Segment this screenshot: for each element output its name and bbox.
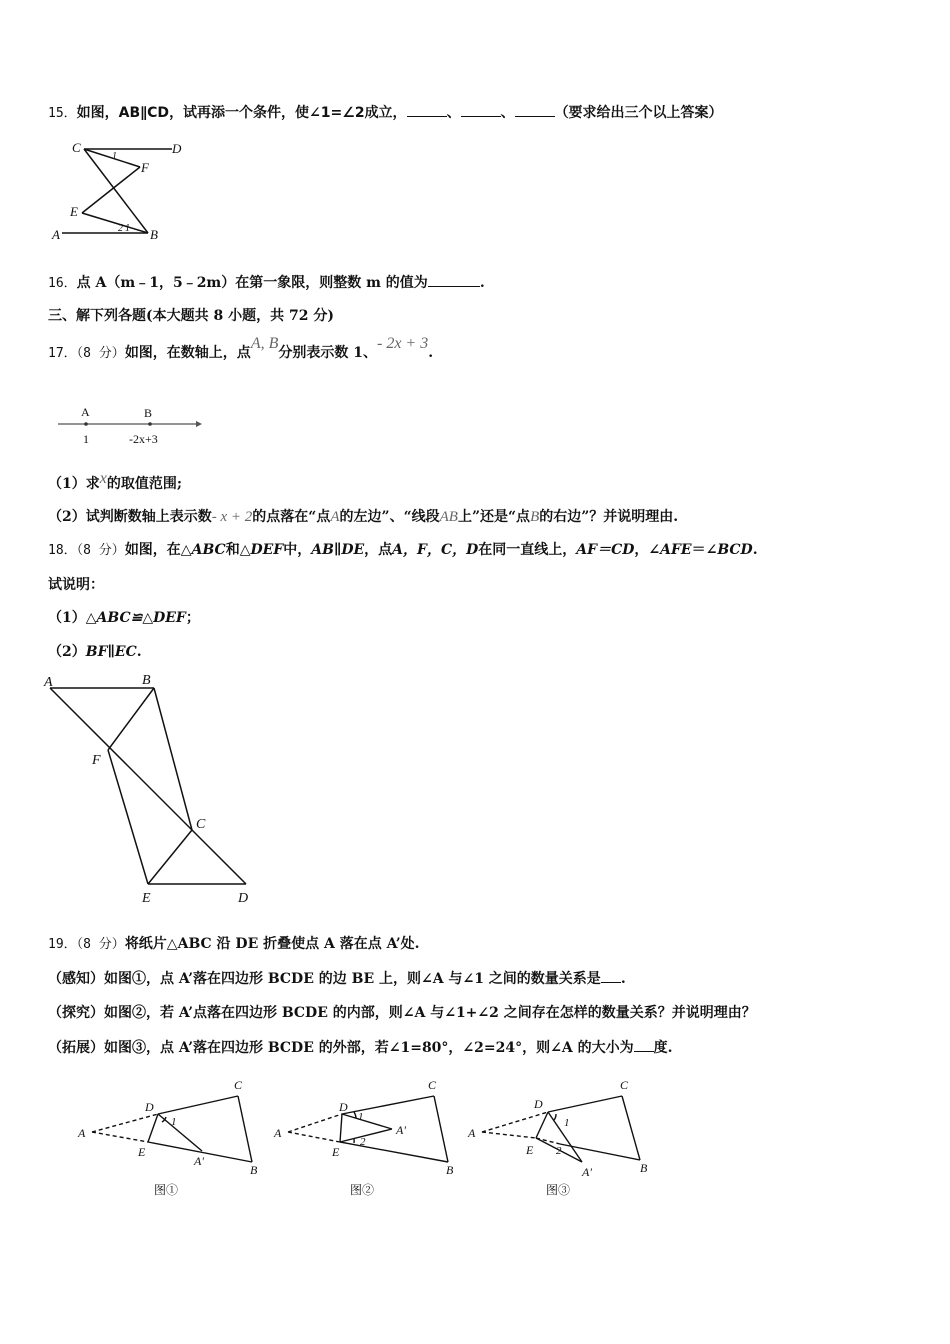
q17-axis-a: A: [81, 405, 90, 419]
q17-part1: （1）求x的取值范围;: [48, 470, 183, 492]
q19-f2-label-e: E: [332, 1145, 340, 1159]
q19-f3-label-b: B: [640, 1161, 648, 1175]
q18-label-f: F: [92, 753, 101, 768]
q19-figure-3: [464, 1074, 664, 1204]
q17-expr: - 2x + 3: [376, 335, 429, 352]
q18-part1: （1）△ABC≌△DEF；: [48, 610, 200, 626]
q19-f2-angle-1: 1: [358, 1111, 364, 1123]
q19-f3-angle-2: 2: [556, 1145, 562, 1157]
q15-figure: [48, 138, 198, 246]
q19-f1-label-ap: A': [194, 1154, 204, 1168]
q15-angle-2: 2: [118, 223, 123, 234]
q18-label-d: D: [238, 891, 249, 906]
q19-f2-angle-2: 2: [360, 1136, 366, 1148]
q18-number: 18．: [48, 543, 77, 558]
q15-blank-3[interactable]: [515, 104, 555, 117]
q19-f1-label-d: D: [145, 1100, 154, 1114]
q18-figure: [42, 672, 262, 908]
q15-condition: AB∥CD: [118, 105, 170, 121]
q19-f1-label-c: C: [234, 1078, 243, 1092]
q19-perceive: （感知）如图①，点 A’落在四边形 BCDE 的边 BE 上，则∠A 与∠1 之间的数量关系是 .: [48, 971, 626, 987]
q19-figure-2: [270, 1074, 470, 1204]
q17-axis-b: B: [144, 406, 153, 420]
q15-angle-mark: 1: [125, 223, 130, 234]
q17-part2: （2）试判断数轴上表示数- x + 2的点落在“点A的左边”、“线段AB上”还是“点B的右边”？并说明理由.: [48, 509, 679, 525]
q19-figure-1: [74, 1074, 274, 1204]
q17-number: 17．: [48, 346, 77, 361]
q18-label-e: E: [142, 891, 151, 906]
q17-text: 17．（8 分）如图，在数轴上，点A, B分别表示数 1、- 2x + 3.: [48, 335, 434, 361]
q19-caption-1: 图①: [154, 1183, 179, 1197]
q17-points: A, B: [250, 335, 279, 352]
q19-f2-label-b: B: [446, 1163, 454, 1177]
q19-f1-label-b: B: [250, 1163, 258, 1177]
q19-f3-label-ap: A': [582, 1165, 592, 1179]
q19-blank-1[interactable]: [601, 970, 621, 983]
q15-label-d: D: [172, 141, 182, 156]
q15-blank-1[interactable]: [407, 104, 447, 117]
q17-axis-1: 1: [83, 432, 89, 446]
q17-number-line: [58, 400, 208, 450]
q19-f2-label-ap: A': [396, 1123, 406, 1137]
q16-number: 16．: [48, 276, 77, 291]
q19-caption-3: 图③: [546, 1183, 571, 1197]
q19-number: 19．: [48, 937, 77, 952]
q19-explore: （探究）如图②，若 A’点落在四边形 BCDE 的内部，则∠A 与∠1+∠2 之间存在怎样的数量关系？并说明理由？: [48, 1005, 756, 1021]
q15-number: 15．: [48, 106, 77, 121]
q19-extend: （拓展）如图③，点 A’落在四边形 BCDE 的外部，若∠1=80°，∠2=24°，则∠A 的大小为 度.: [48, 1040, 673, 1056]
q15-text: 15．如图，AB∥CD，试再添一个条件，使∠1=∠2成立， 、 、 （要求给出三个以上答案）: [48, 105, 723, 121]
q16-blank[interactable]: [428, 274, 480, 287]
q16-text: 16．点 A（m﹣1，5﹣2m）在第一象限，则整数 m 的值为 .: [48, 275, 485, 291]
q18-label-c: C: [196, 817, 206, 832]
q19-f1-label-e: E: [138, 1145, 146, 1159]
q15-label-b: B: [150, 227, 158, 242]
q19-f3-label-e: E: [526, 1143, 534, 1157]
q19-text: 19．（8 分）将纸片△ABC 沿 DE 折叠使点 A 落在点 A’处.: [48, 936, 420, 952]
q15-label-e: E: [70, 204, 78, 219]
q18-label-b: B: [142, 673, 151, 688]
q19-f3-label-c: C: [620, 1078, 629, 1092]
q19-f3-label-a: A: [468, 1126, 476, 1140]
q15-label-f: F: [141, 160, 149, 175]
q19-blank-2[interactable]: [634, 1039, 654, 1052]
q19-f1-label-a: A: [78, 1126, 86, 1140]
q19-f3-angle-1: 1: [564, 1117, 570, 1129]
q19-f2-label-d: D: [339, 1100, 348, 1114]
q19-f2-label-a: A: [274, 1126, 282, 1140]
q17-axis-expr: -2x+3: [129, 432, 158, 446]
q19-caption-2: 图②: [350, 1183, 375, 1197]
q19-f2-label-c: C: [428, 1078, 437, 1092]
section-heading: 三、解下列各题(本大题共 8 小题，共 72 分): [48, 308, 334, 324]
q19-f3-label-d: D: [534, 1097, 543, 1111]
q15-angle-1: 1: [112, 151, 117, 162]
q18-label-a: A: [44, 675, 53, 690]
q18-part2: （2）BF∥EC.: [48, 644, 142, 660]
q15-label-a: A: [52, 227, 60, 242]
q19-f1-angle-1: 1: [171, 1116, 177, 1128]
q18-explain: 试说明：: [48, 577, 104, 593]
q15-label-c: C: [72, 140, 81, 155]
q15-blank-2[interactable]: [461, 104, 501, 117]
q18-text: 18．（8 分）如图，在△ABC和△DEF中，AB∥DE，点A，F，C，D在同一直线上，AF＝CD，∠AFE＝∠BCD.: [48, 542, 758, 558]
